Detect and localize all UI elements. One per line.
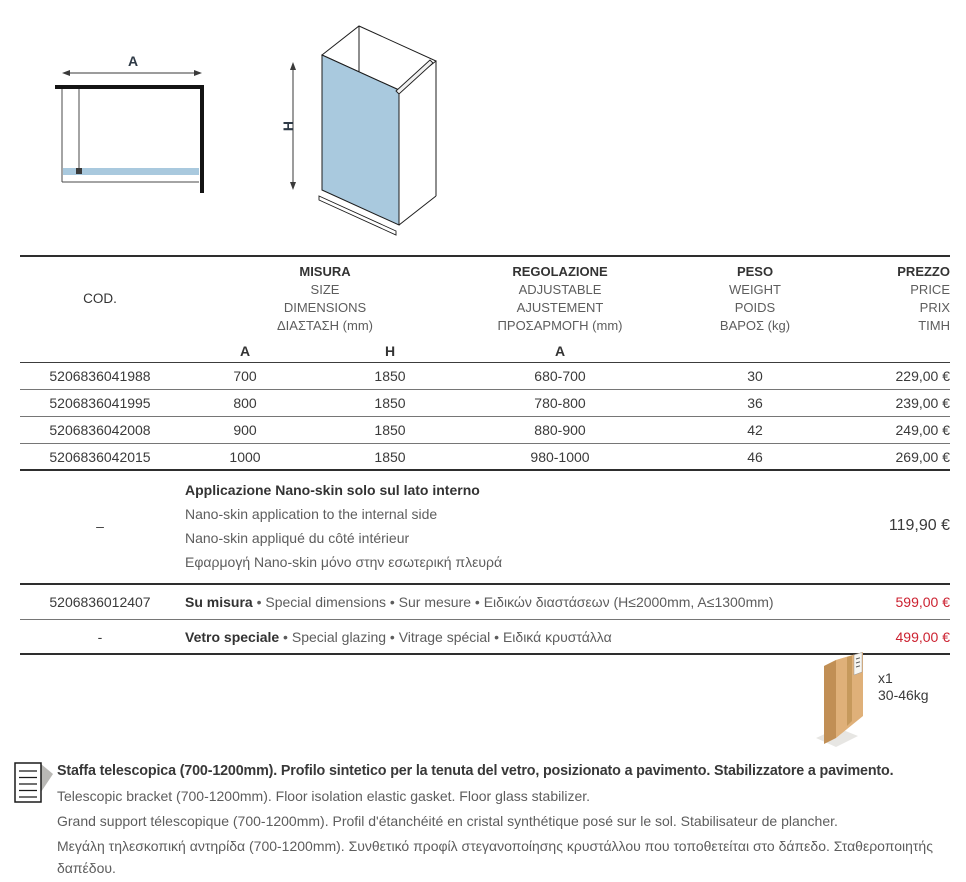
table-subheader-row xyxy=(20,340,950,363)
bracket-foot xyxy=(76,168,82,174)
weight-cell: 36 xyxy=(747,395,763,411)
size-a-cell: 800 xyxy=(233,395,257,411)
price-cell: 499,00 € xyxy=(895,628,950,645)
wall-top xyxy=(55,85,204,89)
cod-cell: 5206836042008 xyxy=(49,422,151,438)
size-h-cell: 1850 xyxy=(374,422,406,438)
dimension-a-label: A xyxy=(127,53,139,69)
price-cell: 239,00 € xyxy=(895,395,950,411)
vetro-speciale-row xyxy=(20,620,950,655)
product-notes xyxy=(57,760,960,882)
dimension-h-label: H xyxy=(280,120,296,132)
size-h-cell: 1850 xyxy=(374,395,406,411)
cod-cell: - xyxy=(97,628,103,645)
adjust-cell: 780-800 xyxy=(534,395,586,411)
glass-panel-3d xyxy=(322,55,399,225)
col-header-cod: COD. xyxy=(83,291,117,306)
col-header-peso: PESO WEIGHT POIDS ΒΑΡΟΣ (kg) xyxy=(719,263,791,333)
note-line-it: Staffa telescopica (700-1200mm). Profilo sintetico per la tenuta del vetro, posizionato a pavimento. Stabilizzatore a pavimento. xyxy=(57,763,894,779)
cod-cell: 5206836041988 xyxy=(49,368,151,384)
note-line-fr: Grand support télescopique (700-1200mm). Profil d'étanchéité en cristal synthétique posé sur le sol. Stabilisateur de plancher. xyxy=(57,813,838,829)
table-row xyxy=(20,444,950,471)
nano-skin-description: Applicazione Nano-skin solo sul lato interno Nano-skin application to the internal side Nano-skin appliqué du côté intérieur Εφαρμογή Nano-skin μόνο στην εσωτερική πλευρά xyxy=(185,482,503,570)
subheader-reg-a: A xyxy=(554,343,566,359)
price-cell: 119,90 € xyxy=(888,517,950,534)
spec-table xyxy=(20,255,950,655)
size-a-cell: 1000 xyxy=(229,448,261,465)
su-misura-row xyxy=(20,585,950,620)
price-cell: 599,00 € xyxy=(895,594,950,610)
size-a-cell: 900 xyxy=(233,422,257,438)
width-dimension-arrow xyxy=(62,53,202,76)
wall-right xyxy=(200,85,204,193)
glass-panel-top-view xyxy=(63,168,199,175)
price-cell: 229,00 € xyxy=(895,368,950,384)
weight-cell: 42 xyxy=(747,422,763,438)
subheader-a: A xyxy=(239,343,251,359)
col-header-regolazione: REGOLAZIONE ADJUSTABLE AJUSTEMENT ΠΡΟΣΑΡΜΟΓΗ (mm) xyxy=(497,263,623,333)
notes-icon xyxy=(12,760,56,804)
size-h-cell: 1850 xyxy=(374,368,406,384)
cod-cell: 5206836042015 xyxy=(49,448,151,465)
weight-cell: 46 xyxy=(747,448,763,465)
col-header-prezzo: PREZZO PRICE PRIX ΤΙΜΗ xyxy=(897,263,950,333)
adjust-cell: 680-700 xyxy=(534,368,586,384)
subheader-h: H xyxy=(384,343,396,359)
price-cell: 249,00 € xyxy=(895,422,950,438)
table-row xyxy=(20,417,950,444)
size-h-cell: 1850 xyxy=(374,448,406,465)
adjust-cell: 980-1000 xyxy=(530,448,590,465)
package-icon xyxy=(816,650,874,750)
package-label xyxy=(854,653,862,676)
size-a-cell: 700 xyxy=(233,368,257,384)
table-header-row xyxy=(20,255,950,340)
col-header-misura: MISURA SIZE DIMENSIONS ΔΙΑΣΤΑΣΗ (mm) xyxy=(276,263,373,333)
table-row xyxy=(20,363,950,390)
su-misura-description: Su misura • Special dimensions • Sur mesure • Ειδικών διαστάσεων (H≤2000mm, A≤1300mm) xyxy=(185,594,774,610)
cod-cell: 5206836012407 xyxy=(49,594,151,610)
package-weight: 30-46kg xyxy=(878,687,929,703)
telescopic-bracket xyxy=(396,60,433,94)
table-row xyxy=(20,390,950,417)
weight-cell: 30 xyxy=(747,368,763,384)
note-line-el: Μεγάλη τηλεσκοπική αντηρίδα (700-1200mm). Συνθετικό προφίλ στεγανοποίησης κρυστάλλου που τοποθετείται στο δάπεδο. Σταθεροποιητής δαπέδου. xyxy=(57,838,933,876)
package-info xyxy=(878,670,929,704)
cod-cell: 5206836041995 xyxy=(49,395,151,411)
price-cell: 269,00 € xyxy=(895,448,950,465)
cod-cell: – xyxy=(96,518,104,534)
adjust-cell: 880-900 xyxy=(534,422,586,438)
height-dimension-arrow xyxy=(280,62,296,190)
vetro-speciale-description: Vetro speciale • Special glazing • Vitrage spécial • Ειδικά κρυστάλλα xyxy=(185,628,612,645)
perspective-diagram xyxy=(280,14,458,239)
top-view-diagram xyxy=(40,52,250,202)
nano-skin-row xyxy=(20,471,950,585)
package-quantity: x1 xyxy=(878,670,893,686)
note-line-en: Telescopic bracket (700-1200mm). Floor isolation elastic gasket. Floor glass stabilizer. xyxy=(57,788,591,804)
